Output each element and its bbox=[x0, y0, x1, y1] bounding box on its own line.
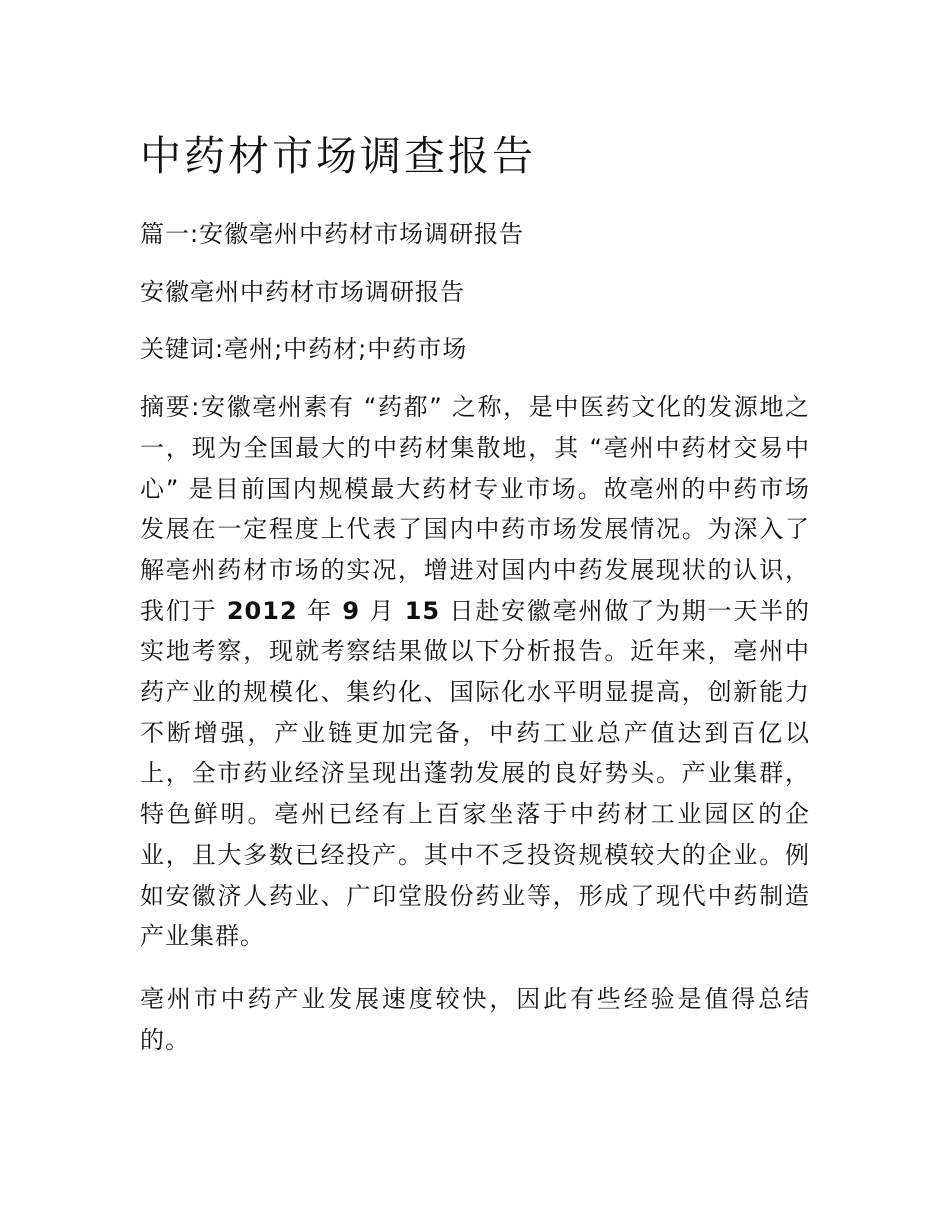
date-month-unit: 月 bbox=[360, 596, 405, 625]
closing-paragraph: 亳州市中药产业发展速度较快，因此有些经验是值得总结的。 bbox=[140, 984, 810, 1054]
abstract-text-after-date: 日赴安徽亳州做了为期一天半的实地考察，现就考察结果做以下分析报告。近年来，亳州中药产业的规模化、集约化、国际化水平明显提高，创新能力不断增强，产业链更加完备，中药工业总产值达到百亿以上，全市药业经济呈现出蓬勃发展的良好势头。产业集群，特色鲜明。亳州已经有上百家坐落于中药材工业园区的企业，且大多数已经投产。其中不乏投资规模较大的企业。例如安徽济人药业、广印堂股份药业等，形成了现代中药制造产业集群。 bbox=[140, 596, 810, 951]
date-year-unit: 年 bbox=[297, 596, 343, 625]
date-month: 9 bbox=[342, 596, 361, 625]
report-subtitle: 安徽亳州中药材市场调研报告 bbox=[140, 277, 465, 306]
date-day: 15 bbox=[404, 596, 441, 625]
document-page bbox=[140, 128, 810, 1077]
keywords-line: 关键词:亳州;中药材;中药市场 bbox=[140, 335, 468, 364]
date-year: 2012 bbox=[226, 596, 298, 625]
abstract-paragraph bbox=[140, 387, 810, 957]
abstract-text-before-date: 摘要:安徽亳州素有 “药都” 之称，是中医药文化的发源地之一，现为全国最大的中药材集散地，其 “亳州中药材交易中心” 是目前国内规模最大药材专业市场。故亳州的中药市场发展在一定程度上代表了国内中药市场发展情况。为深入了解亳州药材市场的实况，增进对国内中药发展现状的认识，我们于 bbox=[140, 393, 810, 625]
document-title: 中药材市场调查报告 bbox=[140, 132, 536, 180]
section-heading: 篇一:安徽亳州中药材市场调研报告 bbox=[140, 220, 525, 248]
